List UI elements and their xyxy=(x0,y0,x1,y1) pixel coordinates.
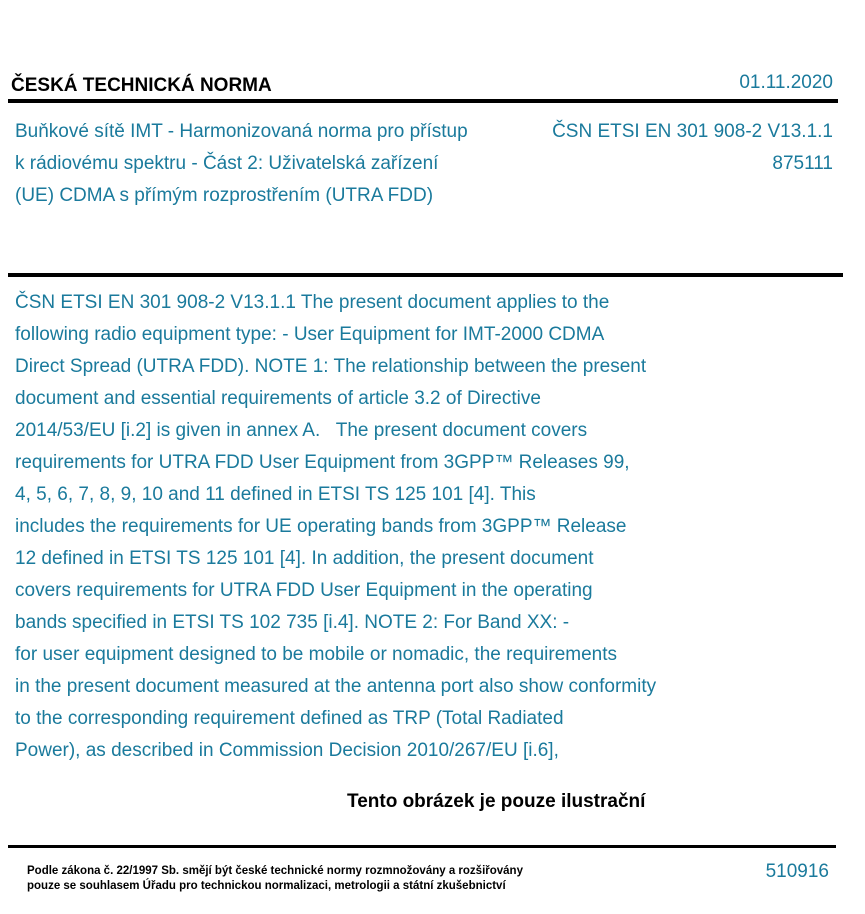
abstract-line: ČSN ETSI EN 301 908-2 V13.1.1 The present document applies to the xyxy=(15,292,610,313)
top-divider xyxy=(8,99,838,103)
bottom-divider xyxy=(8,845,836,848)
publication-date: 01.11.2020 xyxy=(739,72,833,93)
abstract-line: requirements for UTRA FDD User Equipment from 3GPP™ Releases 99, xyxy=(15,452,630,473)
abstract-line: covers requirements for UTRA FDD User Equipment in the operating xyxy=(15,580,593,601)
abstract-line: Direct Spread (UTRA FDD). NOTE 1: The relationship between the present xyxy=(15,356,647,377)
abstract-line: 12 defined in ETSI TS 125 101 [4]. In addition, the present document xyxy=(15,548,594,569)
abstract-line: 4, 5, 6, 7, 8, 9, 10 and 11 defined in ETSI TS 125 101 [4]. This xyxy=(15,484,536,505)
catalog-number: 875111 xyxy=(772,153,833,174)
abstract-text xyxy=(15,287,755,767)
abstract-line: document and essential requirements of article 3.2 of Directive xyxy=(15,388,541,409)
abstract-line: for user equipment designed to be mobile or nomadic, the requirements xyxy=(15,644,618,665)
norm-title-line: Buňkové sítě IMT - Harmonizovaná norma pro přístup xyxy=(15,121,468,142)
page-title: ČESKÁ TECHNICKÁ NORMA xyxy=(11,75,272,96)
illustration-disclaimer: Tento obrázek je pouze ilustrační xyxy=(347,791,646,812)
norm-title xyxy=(15,116,535,212)
legal-notice-line: Podle zákona č. 22/1997 Sb. smějí být české technické normy rozmnožovány a rozšiřovány xyxy=(27,865,523,877)
abstract-line: Power), as described in Commission Decision 2010/267/EU [i.6], xyxy=(15,740,559,761)
norm-identification xyxy=(552,116,833,180)
norm-designation: ČSN ETSI EN 301 908-2 V13.1.1 xyxy=(552,121,833,142)
abstract-line: to the corresponding requirement defined as TRP (Total Radiated xyxy=(15,708,564,729)
legal-notice-line: pouze se souhlasem Úřadu pro technickou normalizaci, metrologii a státní zkušebnictví xyxy=(27,880,506,892)
abstract-line: in the present document measured at the antenna port also show conformity xyxy=(15,676,657,697)
abstract-line: following radio equipment type: - User Equipment for IMT-2000 CDMA xyxy=(15,324,605,345)
norm-title-line: k rádiovému spektru - Část 2: Uživatelská zařízení xyxy=(15,153,439,174)
footer-number: 510916 xyxy=(765,861,829,882)
middle-divider xyxy=(8,273,843,277)
legal-notice xyxy=(27,864,523,894)
abstract-line: 2014/53/EU [i.2] is given in annex A. The present document covers xyxy=(15,420,588,441)
abstract-line: bands specified in ETSI TS 102 735 [i.4]. NOTE 2: For Band XX: - xyxy=(15,612,570,633)
abstract-line: includes the requirements for UE operating bands from 3GPP™ Release xyxy=(15,516,627,537)
norm-title-line: (UE) CDMA s přímým rozprostřením (UTRA FDD) xyxy=(15,185,434,206)
